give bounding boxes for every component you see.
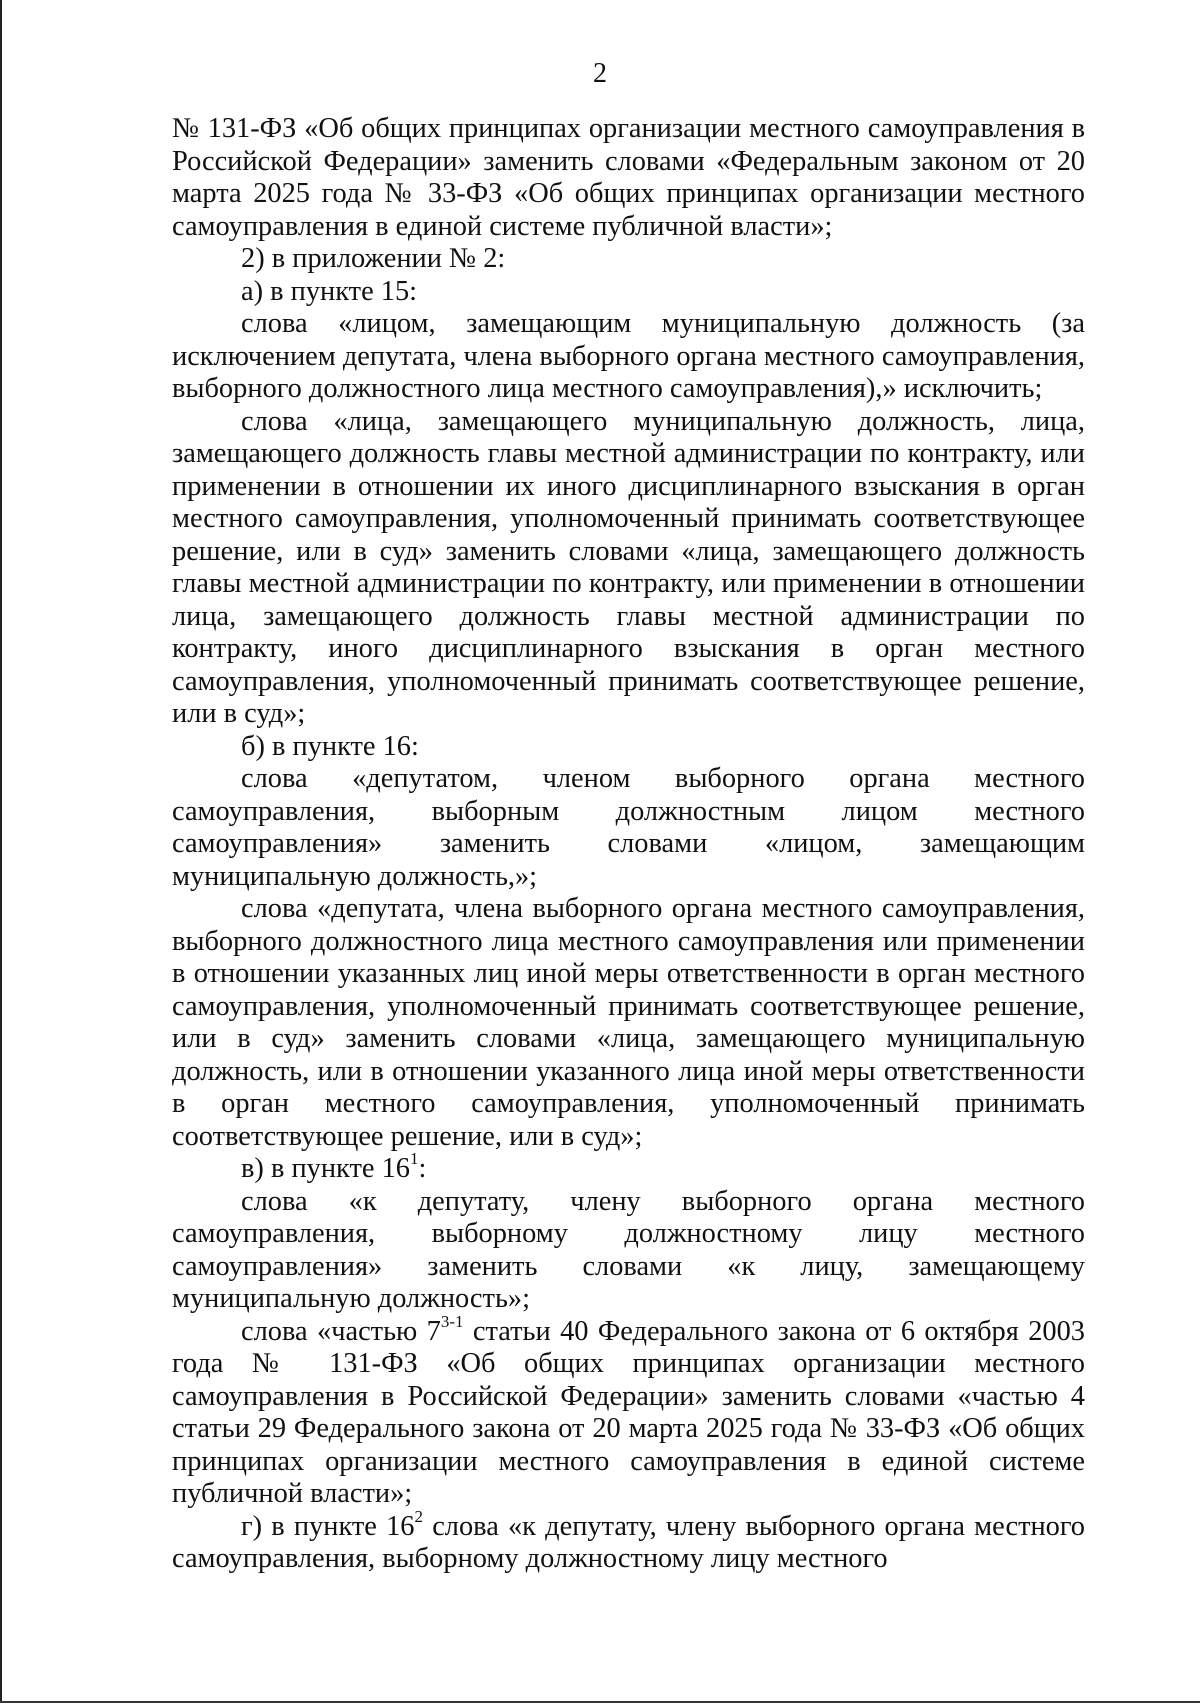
paragraph bbox=[172, 1149, 1085, 1186]
page-number: 2 bbox=[593, 58, 607, 89]
paragraph-text: слова «к депутату, члену выборного органа местного самоуправления, выборному должностному лицу местного bbox=[172, 1510, 1085, 1574]
paragraph bbox=[172, 1506, 1085, 1576]
paragraph: слова «депутата, члена выборного органа местного самоуправления, выборного должностного лица местного самоуправления или применении в отношении указанных лиц иной меры ответственности в орган местного самоуправления, уполномоченный принимать соответствующее решение, или в суд» заменить словами «лица, замещающего муниципальную должность, или в отношении указанного лица иной меры ответственности в орган местного самоуправления, уполномоченный принимать соответствующее решение, или в суд»; bbox=[172, 893, 1085, 1152]
paragraph bbox=[172, 1311, 1085, 1511]
paragraph: слова «к депутату, члену выборного органа местного самоуправления, выборному должностному лицу местного самоуправления» заменить словами «к лицу, замещающему муниципальную должность»; bbox=[172, 1185, 1085, 1314]
paragraph: слова «лицом, замещающим муниципальную должность (за исключением депутата, члена выборного органа местного самоуправления, выборного должностного лица местного самоуправления),» исключить; bbox=[172, 308, 1085, 404]
paragraph-text: слова «частью 7 bbox=[241, 1315, 441, 1347]
paragraph: а) в пункте 15: bbox=[241, 275, 418, 307]
paragraph: № 131-ФЗ «Об общих принципах организации местного самоуправления в Российской Федерации» заменить словами «Федеральным законом от 20 марта 2025 года № 33-ФЗ «Об общих принципах организации местного самоуправления в единой системе публичной власти»; bbox=[172, 113, 1085, 242]
document-body bbox=[172, 113, 1085, 1576]
paragraph-text: в) в пункте 16 bbox=[241, 1153, 410, 1184]
scan-left-edge bbox=[0, 0, 2, 1703]
paragraph-text: г) в пункте 16 bbox=[241, 1510, 415, 1542]
paragraph: 2) в приложении № 2: bbox=[241, 243, 506, 274]
paragraph-text: : bbox=[418, 1153, 427, 1184]
superscript: 1 bbox=[409, 1149, 419, 1168]
superscript: 3-1 bbox=[440, 1311, 464, 1331]
paragraph: б) в пункте 16: bbox=[241, 730, 419, 762]
paragraph: слова «депутатом, членом выборного органа местного самоуправления, выборным должностным лицом местного самоуправления» заменить словами «лицом, замещающим муниципальную должность,»; bbox=[172, 763, 1085, 892]
superscript: 2 bbox=[414, 1506, 423, 1526]
paragraph: слова «лица, замещающего муниципальную должность, лица, замещающего должность главы местной администрации по контракту, или применении в отношении их иного дисциплинарного взыскания в орган местного самоуправления, уполномоченный принимать соответствующее решение, или в суд» заменить словами «лица, замещающего должность главы местной администрации по контракту, или применении в отношении лица, замещающего должность главы местной администрации по контракту, иного дисциплинарного взыскания в орган местного самоуправления, уполномоченный принимать соответствующее решение, или в суд»; bbox=[172, 405, 1085, 729]
paragraph-text: статьи 40 Федерального закона от 6 октября 2003 года № 131-ФЗ «Об общих принципах организации местного самоуправления в Российской Федерации» заменить словами «частью 4 статьи 29 Федерального закона от 20 марта 2025 года № 33-ФЗ «Об общих принципах организации местного самоуправления в единой системе публичной власти»; bbox=[172, 1315, 1085, 1509]
